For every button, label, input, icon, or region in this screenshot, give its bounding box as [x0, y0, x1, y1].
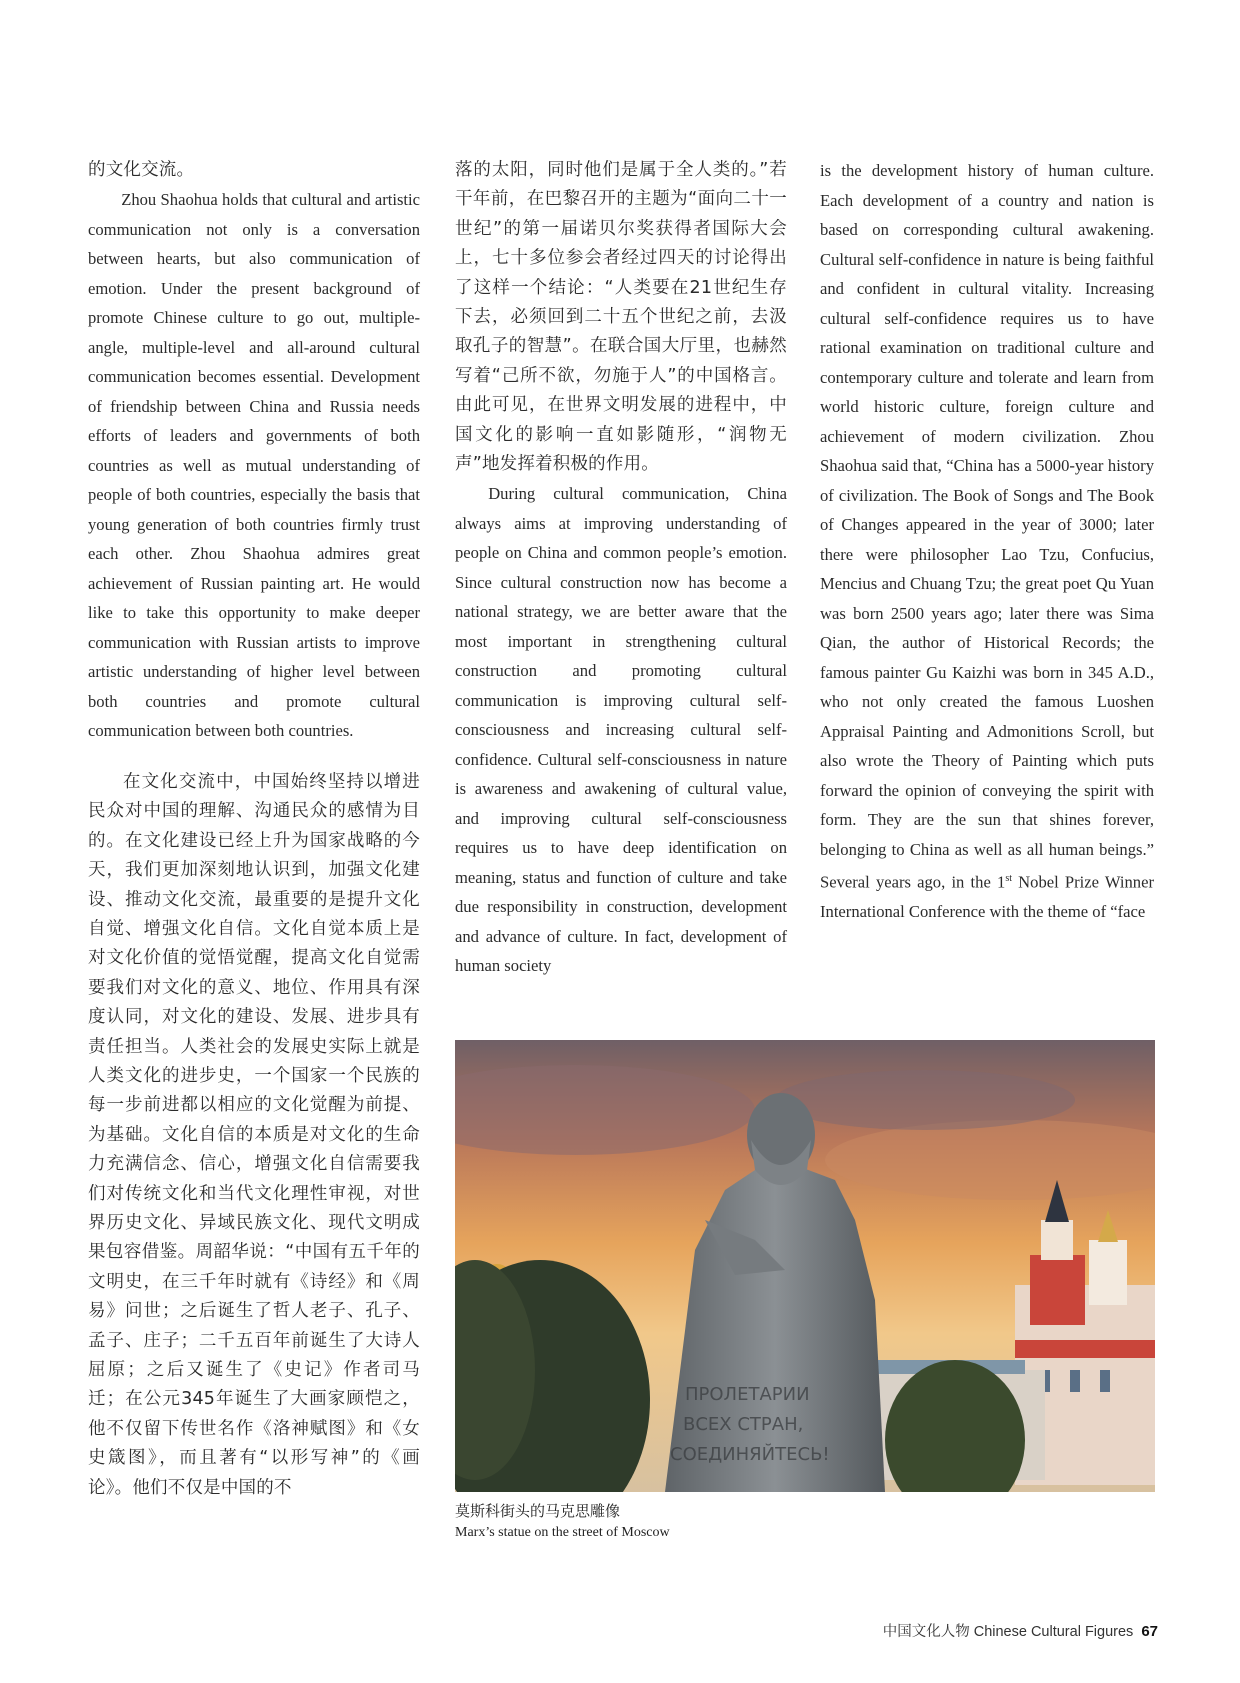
- column-right: [820, 156, 1154, 927]
- page-number: 67: [1141, 1623, 1158, 1640]
- col1-paragraph-3: 在文化交流中，中国始终坚持以增进民众对中国的理解、沟通民众的感情为目的。在文化建设已经上升为国家战略的今天，我们更加深刻地认识到，加强文化建设、推动文化交流，最重要的是提升文化自觉、增强文化自信。文化自觉本质上是对文化价值的觉悟觉醒，提高文化自觉需要我们对文化的意义、地位、作用具有深度认同，对文化的建设、发展、进步具有责任担当。人类社会的发展史实际上就是人类文化的进步史，一个国家一个民族的每一步前进都以相应的文化觉醒为前提、为基础。文化自信的本质是对文化的生命力充满信念、信心，增强文化自信需要我们对传统文化和当代文化理性审视，对世界历史文化、异域民族文化、现代文明成果包容借鉴。周韶华说：“中国有五千年的文明史，在三千年时就有《诗经》和《周易》问世；之后诞生了哲人老子、孔子、孟子、庄子；二千五百年前诞生了大诗人屈原；之后又诞生了《史记》作者司马迁；在公元345年诞生了大画家顾恺之，他不仅留下传世名作《洛神赋图》和《女史箴图》，而且著有“以形写神”的《画论》。他们不仅是中国的不: [88, 771, 420, 1498]
- page-footer: [883, 1620, 1158, 1641]
- col2-paragraph-1: 落的太阳，同时他们是属于全人类的。”若干年前，在巴黎召开的主题为“面向二十一世纪”的第一届诺贝尔奖获得者国际大会上，七十多位参会者经过四天的讨论得出了这样一个结论：“人类要在21世纪生存下去，必须回到二十五个世纪之前，去汲取孔子的智慧”。在联合国大厅里，也赫然写着“己所不欲，勿施于人”的中国格言。由此可见，在世界文明发展的进程中，中国文化的影响一直如影随形，“润物无声”地发挥着积极的作用。: [455, 160, 787, 475]
- marx-statue-photo: [455, 1040, 1155, 1492]
- ordinal-superscript: st: [1005, 873, 1012, 884]
- photo-illustration: [455, 1040, 1155, 1492]
- paragraph-gap: [88, 746, 420, 768]
- col2-paragraph-2: During cultural communication, China always aims at improving understanding of people on China and common people’s emotion. Since cultural construction now has become a national strategy, we are better aware that the most important in strengthening cultural construction and promoting cultural communication is improving cultural self-consciousness and increasing cultural self-confidence. Cultural self-consciousness in nature is awareness and awakening of cultural value, and improving cultural self-consciousness requires us to have deep identification on meaning, status and function of culture and take due responsibility in construction, development and advance of culture. In fact, development of human society: [455, 484, 787, 976]
- magazine-title: 中国文化人物 Chinese Cultural Figures: [882, 1624, 1134, 1640]
- inscription-line: ПРОЛЕТАРИИ: [685, 1384, 810, 1405]
- col3-text-b: Nobel Prize Winner International Conference with the theme of “face: [820, 872, 1154, 922]
- inscription-line: ВСЕХ СТРАН,: [683, 1414, 804, 1435]
- inscription-line: СОЕДИНЯЙТЕСЬ!: [670, 1444, 830, 1465]
- col1-paragraph-2: Zhou Shaohua holds that cultural and artistic communication not only is a conversation between hearts, but also communication of emotion. Under the present background of promote Chinese culture to go out, multiple-angle, multiple-level and all-around cultural communication becomes essential. Development of friendship between China and Russia needs efforts of leaders and governments of both countries as well as mutual understanding of people of both countries, especially the basis that young generation of both countries firmly trust each other. Zhou Shaohua admires great achievement of Russian painting art. He would like to take this opportunity to make deeper communication with Russian artists to improve artistic understanding of higher level between both countries and promote cultural communication between both countries.: [88, 190, 420, 741]
- cloud: [775, 1070, 1075, 1130]
- col3-paragraph-1: [820, 156, 1154, 927]
- col1-paragraph-1: 的文化交流。: [88, 160, 195, 180]
- column-middle: [455, 156, 787, 981]
- column-left: [88, 156, 420, 1503]
- col3-text-a: is the development history of human culture. Each development of a country and nation is based on corresponding cultural awakening. Cultural self-confidence in nature is being faithful and confident in cultural vitality. Increasing cultural self-confidence requires us to have rational examination on traditional culture and contemporary culture and tolerate and learn from world historic culture, foreign culture and achievement of modern civilization. Zhou Shaohua said that, “China has a 5000-year history of civilization. The Book of Songs and The Book of Changes appeared in the year of 3000; later there were philosopher Lao Tzu, Confucius, Mencius and Chuang Tzu; the great poet Qu Yuan was born 2500 years ago; later there was Sima Qian, the author of Historical Records; the famous painter Gu Kaizhi was born in 345 A.D., who not only created the famous Luoshen Appraisal Painting and Admonitions Scroll, but also wrote the Theory of Painting which puts forward the opinion of conveying the spirit with form. They are the sun that shines forever, belonging to China as well as all human beings.” Several years ago, in the 1: [820, 161, 1154, 892]
- photo-caption-english: Marx’s statue on the street of Moscow: [455, 1525, 670, 1540]
- photo-caption-chinese: 莫斯科街头的马克思雕像: [455, 1502, 621, 1520]
